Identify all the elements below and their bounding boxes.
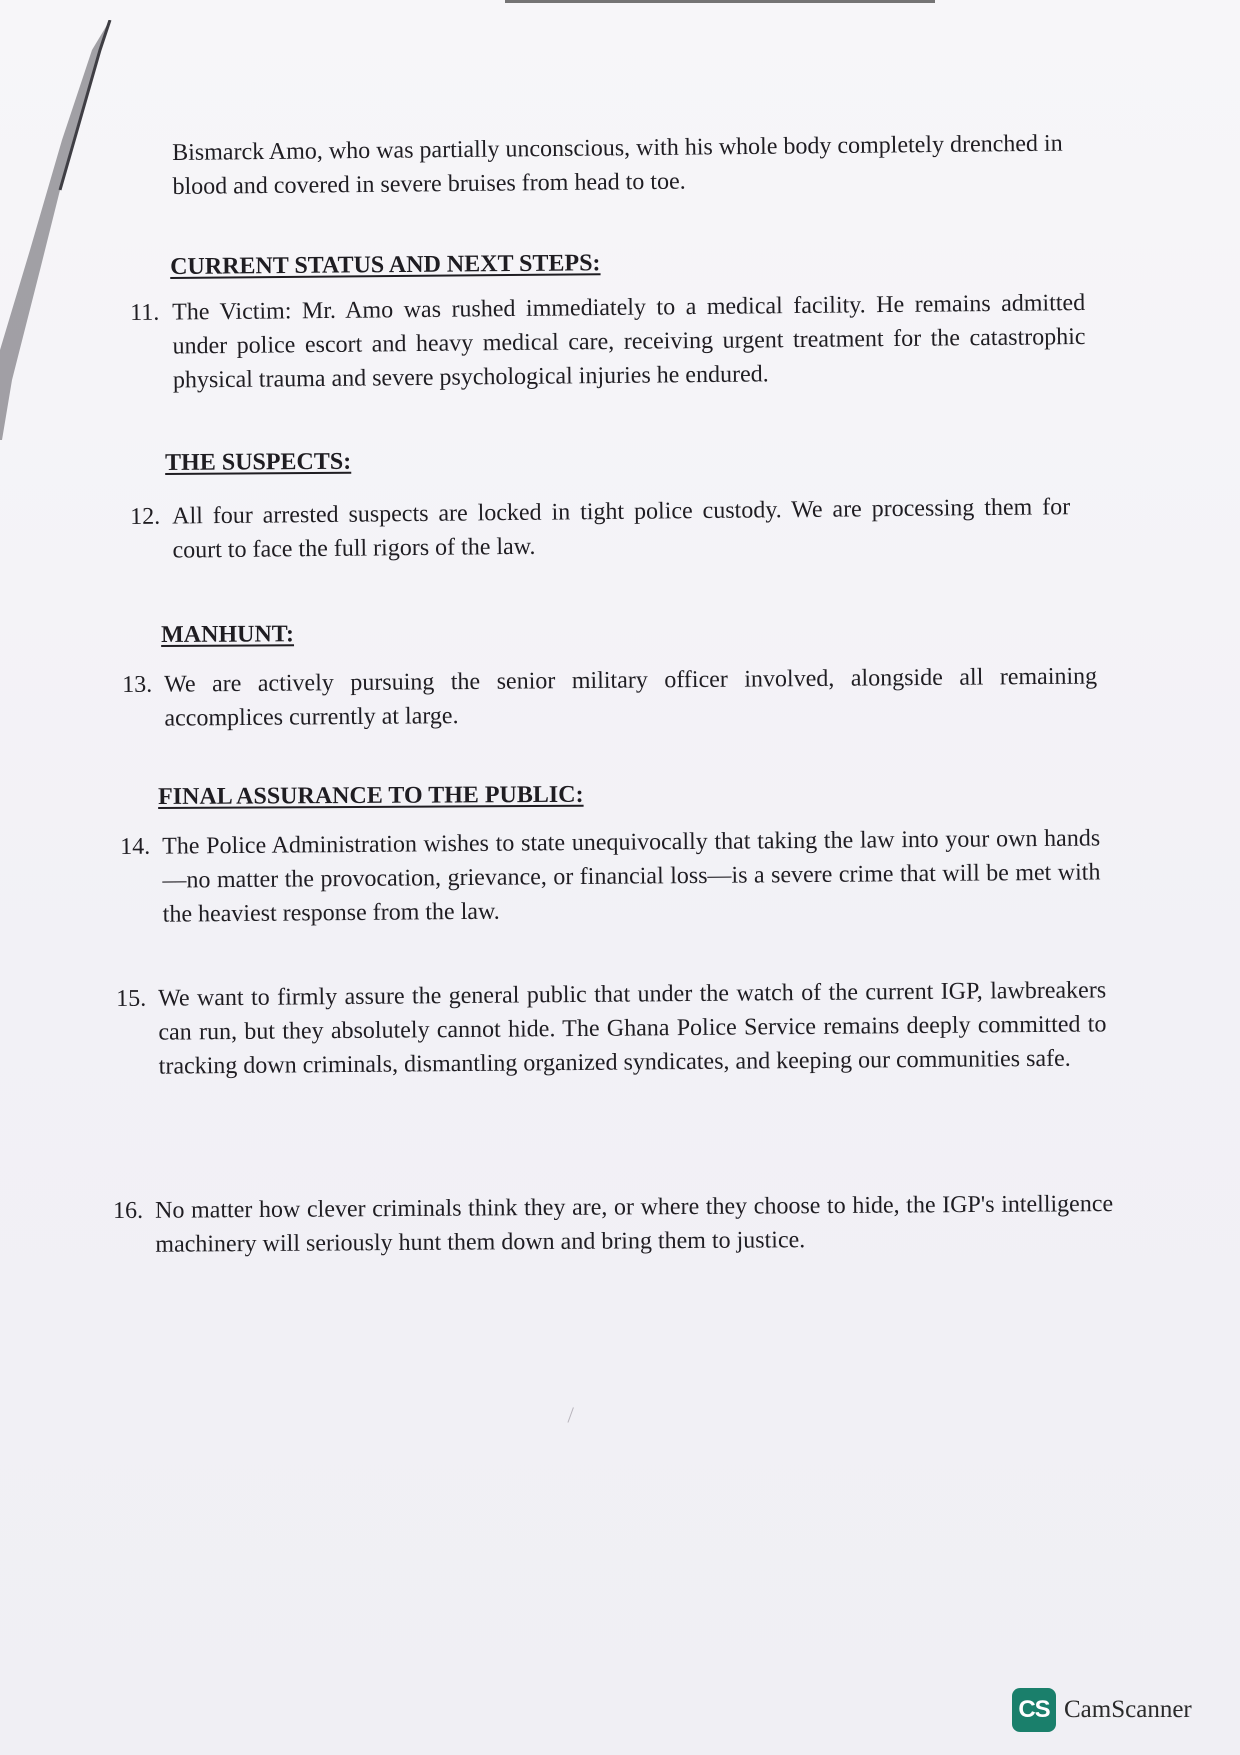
list-item-14: [120, 821, 1101, 932]
item-text: No matter how clever criminals think they are, or where they choose to hide, the IGP's intelligence machinery will seriously hunt them down and bring them to justice.: [155, 1191, 1114, 1258]
heading-current-status: CURRENT STATUS AND NEXT STEPS:: [170, 250, 601, 280]
item-text: All four arrested suspects are locked in tight police custody. We are processing them for court to face the full rigors of the law.: [172, 494, 1071, 564]
list-item-13: [122, 659, 1098, 736]
item-text: We are actively pursuing the senior military officer involved, alongside all remaining accomplices currently at large.: [164, 663, 1098, 732]
list-item-12: [130, 490, 1071, 568]
item-text: We want to firmly assure the general public that under the watch of the current IGP, lawbreakers can run, but they absolutely cannot hide. The Ghana Police Service remains deeply committed to tracking down criminals, dismantling organized syndicates, and keeping our communities safe.: [158, 977, 1107, 1080]
heading-manhunt: MANHUNT:: [161, 621, 295, 648]
list-item-11: [130, 286, 1086, 398]
list-item-15: [116, 973, 1107, 1084]
camscanner-watermark: [1012, 1688, 1192, 1732]
heading-final-assurance: FINAL ASSURANCE TO THE PUBLIC:: [158, 781, 584, 810]
item-number: 15.: [116, 985, 147, 1012]
scan-speck: [567, 1407, 579, 1424]
list-item-16: [113, 1187, 1113, 1262]
item-text: The Victim: Mr. Amo was rushed immediately to a medical facility. He remains admitted under police escort and heavy medical care, receiving urgent treatment for the catastrophic physical trauma and severe psychological injuries he endured.: [172, 289, 1086, 394]
item-number: 11.: [130, 299, 160, 326]
opening-paragraph: Bismarck Amo, who was partially unconscious, with his whole body completely drenched in blood and covered in severe bruises from head to toe.: [172, 130, 1063, 200]
item-number: 16.: [113, 1197, 144, 1224]
heading-suspects: THE SUSPECTS:: [165, 448, 352, 476]
item-number: 13.: [122, 671, 153, 698]
item-number: 12.: [130, 503, 161, 530]
item-number: 14.: [120, 833, 151, 860]
item-text: The Police Administration wishes to state unequivocally that taking the law into your own hands—no matter the provocation, grievance, or financial loss—is a severe crime that will be met with the heaviest response from the law.: [162, 825, 1101, 928]
camscanner-name: CamScanner: [1064, 1696, 1192, 1723]
camscanner-logo-icon: CS: [1012, 1688, 1056, 1732]
